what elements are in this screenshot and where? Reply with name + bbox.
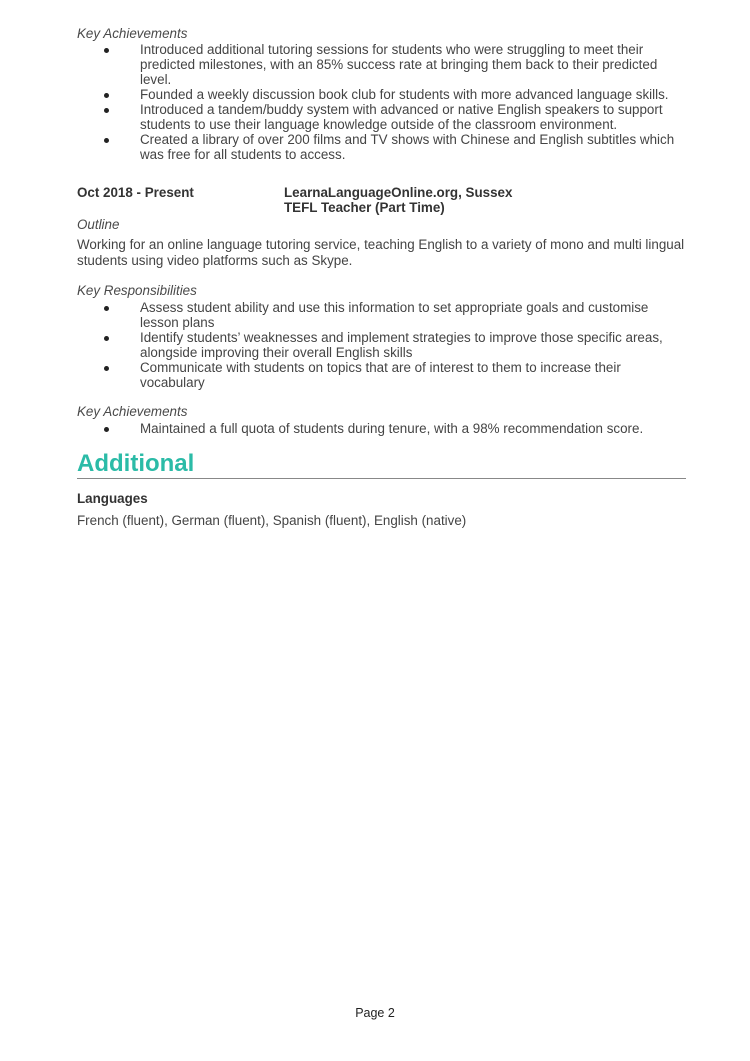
role-dates: Oct 2018 - Present [77,185,194,200]
list-item [77,102,687,132]
list-item [77,87,687,102]
achievement-text: Founded a weekly discussion book club for students with more advanced language skills. [140,87,669,102]
outline-text: Working for an online language tutoring service, teaching English to a variety of mono and multi lingual students using video platforms such as Skype. [77,237,685,268]
achievements-heading: Key Achievements [77,404,188,419]
bullet-icon [104,138,109,143]
languages-text: French (fluent), German (fluent), Spanish (fluent), English (native) [77,513,467,528]
role-employer: LearnaLanguageOnline.org, Sussex [284,185,513,200]
languages-label: Languages [77,491,148,506]
achievement-text: Created a library of over 200 films and TV shows with Chinese and English subtitles which was free for all students to access. [140,132,675,162]
list-item [77,300,687,330]
page-number: Page 2 [355,1006,395,1020]
bullet-icon [104,48,109,53]
prev-achievements-heading: Key Achievements [77,26,188,41]
achievement-text: Introduced additional tutoring sessions for students who were struggling to meet their predicted milestones, with an 85% success rate at bringing them back to their predicted level. [140,42,658,87]
responsibilities-heading: Key Responsibilities [77,283,197,298]
bullet-icon [104,306,109,311]
achievements-list [77,421,687,436]
list-item [77,421,687,436]
responsibility-text: Communicate with students on topics that are of interest to them to increase their vocabulary [140,360,621,390]
role-title: TEFL Teacher (Part Time) [284,200,445,215]
list-item [77,330,687,360]
list-item [77,42,687,87]
bullet-icon [104,93,109,98]
list-item [77,132,687,162]
role-meta [284,185,512,215]
prev-achievements-list [77,42,687,162]
section-title-additional: Additional [77,450,686,479]
bullet-icon [104,427,109,432]
bullet-icon [104,336,109,341]
achievement-text: Introduced a tandem/buddy system with advanced or native English speakers to support students to use their language knowledge outside of the classroom environment. [140,102,663,132]
resume-page [77,26,687,529]
role-header [77,185,687,215]
responsibilities-list [77,300,687,390]
list-item [77,360,687,390]
bullet-icon [104,108,109,113]
bullet-icon [104,366,109,371]
responsibility-text: Assess student ability and use this information to set appropriate goals and customise lesson plans [140,300,649,330]
outline-heading: Outline [77,217,120,232]
responsibility-text: Identify students’ weaknesses and implement strategies to improve those specific areas, alongside improving their overall English skills [140,330,663,360]
achievement-text: Maintained a full quota of students during tenure, with a 98% recommendation score. [140,421,644,436]
